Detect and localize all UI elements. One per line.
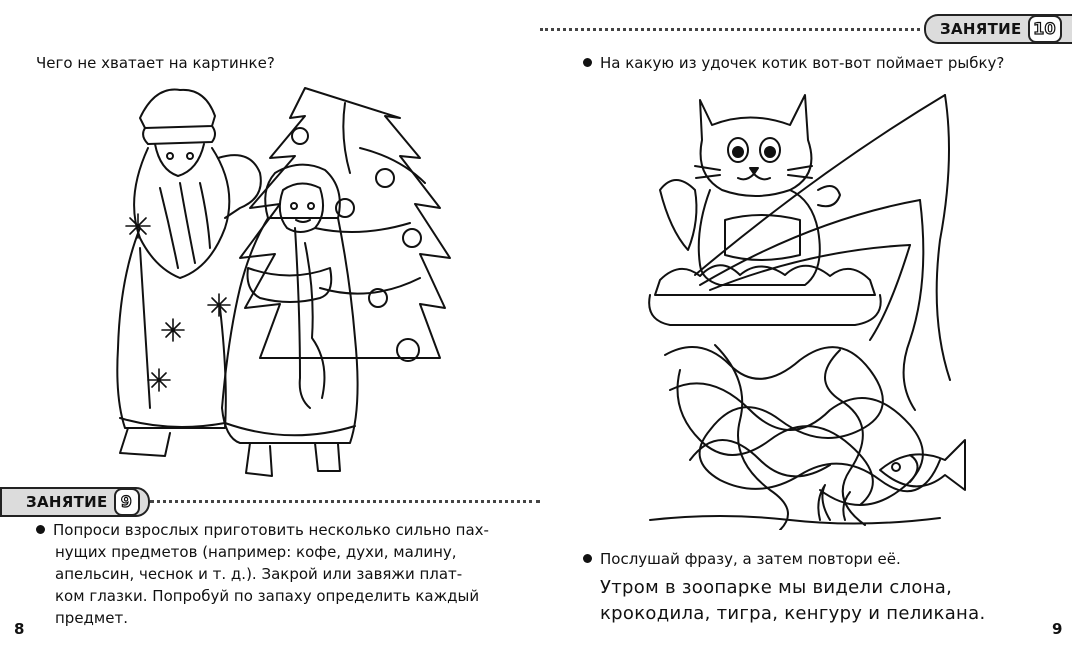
lesson-9-label: ЗАНЯТИЕ xyxy=(26,493,108,511)
right-page-number: 9 xyxy=(1052,620,1063,638)
smell-task-line: апельсин, чеснок и т. д.). Закрой или завяжи плат- xyxy=(55,565,463,583)
bullet-icon xyxy=(583,554,592,563)
repeat-phrase xyxy=(600,575,985,627)
lesson-10-number: 10 xyxy=(1028,15,1062,43)
phrase-line: крокодила, тигра, кенгуру и пеликана. xyxy=(600,603,986,624)
lesson-9-badge xyxy=(0,487,150,517)
left-page-number: 8 xyxy=(14,620,25,638)
smell-task-line: ком глазки. Попробуй по запаху определить каждый xyxy=(55,587,480,605)
bullet-icon xyxy=(583,58,592,67)
smell-task-line: Попроси взрослых приготовить несколько сильно пах- xyxy=(53,521,489,539)
smell-task-line: нущих предметов (например: кофе, духи, малину, xyxy=(55,543,457,561)
left-question: Чего не хватает на картинке? xyxy=(36,54,275,72)
bullet-icon xyxy=(36,525,45,534)
phrase-line: Утром в зоопарке мы видели слона, xyxy=(600,577,953,598)
right-question xyxy=(583,52,1004,74)
dotted-divider-right xyxy=(540,28,920,31)
santa-snow-maiden-tree-illustration xyxy=(100,78,460,483)
listen-task-text: Послушай фразу, а затем повтори её. xyxy=(600,550,901,568)
right-question-text: На какую из удочек котик вот-вот поймает рыбку? xyxy=(600,54,1005,72)
smell-task xyxy=(36,519,516,629)
lesson-10-badge xyxy=(924,14,1072,44)
smell-task-line: предмет. xyxy=(55,609,128,627)
dotted-divider-left xyxy=(150,500,540,503)
lesson-9-number: 9 xyxy=(114,488,140,516)
listen-task xyxy=(583,548,901,570)
cat-fishing-maze-illustration xyxy=(640,80,980,530)
lesson-10-label: ЗАНЯТИЕ xyxy=(940,20,1022,38)
